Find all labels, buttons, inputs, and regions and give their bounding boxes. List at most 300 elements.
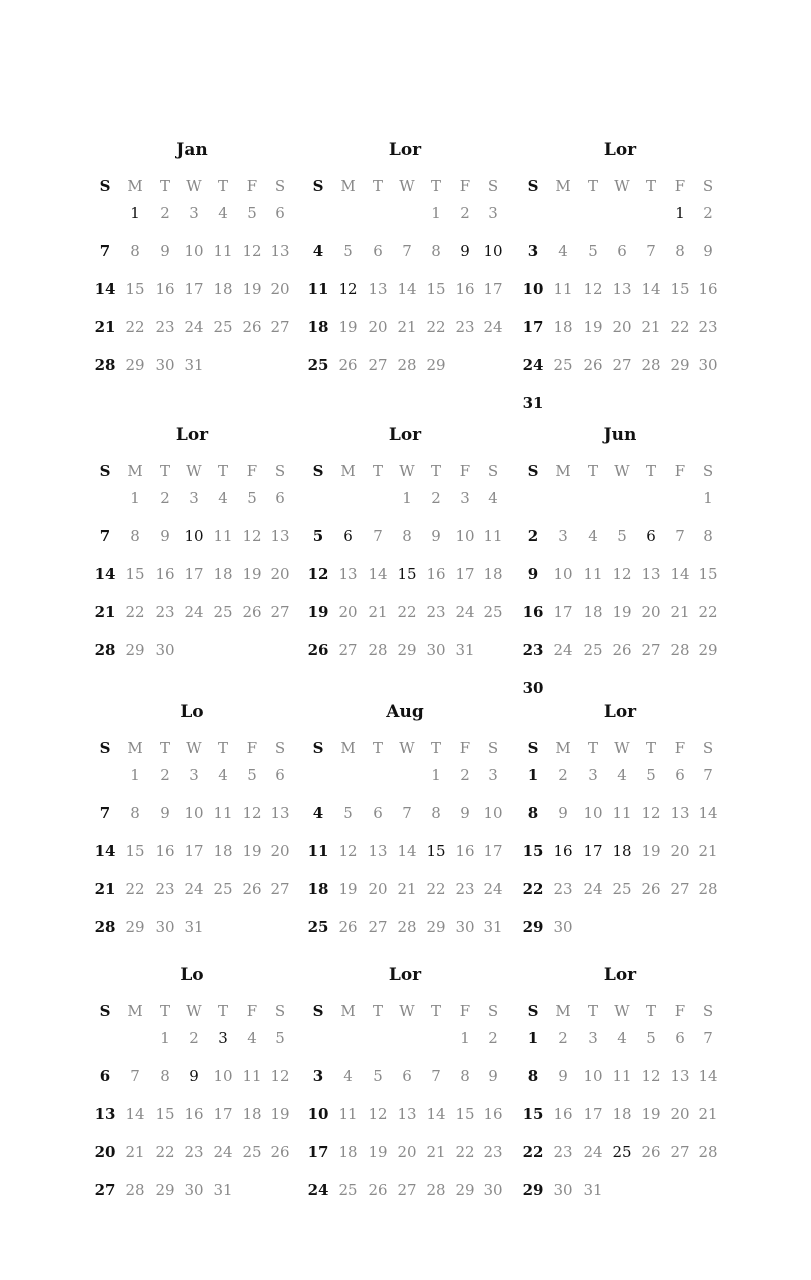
day-cell[interactable]: 22: [522, 880, 544, 898]
day-cell[interactable]: 16: [553, 1105, 573, 1123]
day-cell[interactable]: 3: [488, 766, 498, 784]
day-cell[interactable]: 28: [94, 918, 116, 936]
day-cell[interactable]: 23: [698, 318, 718, 336]
day-cell[interactable]: 9: [160, 242, 170, 260]
day-cell[interactable]: 20: [270, 565, 290, 583]
day-cell[interactable]: 24: [483, 880, 503, 898]
day-cell[interactable]: 29: [155, 1181, 175, 1199]
day-cell[interactable]: 10: [455, 527, 475, 545]
day-cell[interactable]: 17: [553, 603, 573, 621]
day-cell[interactable]: 30: [553, 918, 573, 936]
day-cell[interactable]: 14: [698, 804, 718, 822]
day-cell[interactable]: 4: [558, 242, 568, 260]
day-cell[interactable]: 9: [527, 565, 539, 583]
day-cell[interactable]: 12: [368, 1105, 388, 1123]
day-cell[interactable]: 11: [213, 804, 233, 822]
day-cell[interactable]: 17: [483, 280, 503, 298]
day-cell[interactable]: 16: [426, 565, 446, 583]
day-cell[interactable]: 4: [617, 1029, 627, 1047]
day-cell[interactable]: 20: [368, 880, 388, 898]
day-cell[interactable]: 24: [213, 1143, 233, 1161]
day-cell[interactable]: 21: [698, 1105, 718, 1123]
day-cell[interactable]: 21: [94, 318, 116, 336]
day-cell[interactable]: 19: [307, 603, 329, 621]
day-cell[interactable]: 4: [218, 489, 228, 507]
day-cell[interactable]: 2: [189, 1029, 199, 1047]
day-cell[interactable]: 20: [397, 1143, 417, 1161]
day-cell[interactable]: 10: [483, 804, 503, 822]
day-cell[interactable]: 17: [184, 565, 204, 583]
day-cell[interactable]: 20: [612, 318, 632, 336]
day-cell[interactable]: 16: [455, 842, 475, 860]
day-cell[interactable]: 28: [641, 356, 661, 374]
day-cell[interactable]: 12: [307, 565, 329, 583]
day-cell[interactable]: 15: [397, 565, 417, 583]
day-cell[interactable]: 26: [641, 880, 661, 898]
day-cell[interactable]: 14: [94, 565, 116, 583]
day-cell[interactable]: 4: [343, 1067, 353, 1085]
day-cell[interactable]: 29: [698, 641, 718, 659]
day-cell[interactable]: 29: [522, 1181, 544, 1199]
day-cell[interactable]: 18: [213, 280, 233, 298]
day-cell[interactable]: 23: [483, 1143, 503, 1161]
day-cell[interactable]: 9: [189, 1067, 199, 1085]
day-cell[interactable]: 26: [338, 356, 358, 374]
day-cell[interactable]: 16: [553, 842, 573, 860]
day-cell[interactable]: 1: [130, 204, 140, 222]
day-cell[interactable]: 22: [670, 318, 690, 336]
day-cell[interactable]: 15: [670, 280, 690, 298]
day-cell[interactable]: 29: [125, 356, 145, 374]
day-cell[interactable]: 19: [242, 842, 262, 860]
day-cell[interactable]: 28: [397, 918, 417, 936]
day-cell[interactable]: 23: [455, 880, 475, 898]
day-cell[interactable]: 11: [307, 280, 329, 298]
day-cell[interactable]: 27: [94, 1181, 116, 1199]
day-cell[interactable]: 25: [307, 356, 329, 374]
day-cell[interactable]: 18: [213, 842, 233, 860]
day-cell[interactable]: 5: [312, 527, 324, 545]
day-cell[interactable]: 2: [460, 204, 470, 222]
day-cell[interactable]: 29: [522, 918, 544, 936]
day-cell[interactable]: 14: [426, 1105, 446, 1123]
day-cell[interactable]: 14: [94, 842, 116, 860]
day-cell[interactable]: 8: [130, 527, 140, 545]
day-cell[interactable]: 10: [583, 804, 603, 822]
day-cell[interactable]: 7: [99, 804, 111, 822]
day-cell[interactable]: 12: [242, 527, 262, 545]
day-cell[interactable]: 25: [242, 1143, 262, 1161]
day-cell[interactable]: 21: [368, 603, 388, 621]
day-cell[interactable]: 14: [125, 1105, 145, 1123]
day-cell[interactable]: 1: [402, 489, 412, 507]
day-cell[interactable]: 22: [426, 880, 446, 898]
day-cell[interactable]: 28: [698, 880, 718, 898]
day-cell[interactable]: 30: [184, 1181, 204, 1199]
day-cell[interactable]: 19: [583, 318, 603, 336]
day-cell[interactable]: 3: [588, 1029, 598, 1047]
day-cell[interactable]: 22: [522, 1143, 544, 1161]
day-cell[interactable]: 27: [368, 356, 388, 374]
day-cell[interactable]: 26: [307, 641, 329, 659]
day-cell[interactable]: 27: [270, 880, 290, 898]
day-cell[interactable]: 15: [125, 565, 145, 583]
day-cell[interactable]: 3: [189, 489, 199, 507]
day-cell[interactable]: 23: [522, 641, 544, 659]
day-cell[interactable]: 15: [426, 280, 446, 298]
day-cell[interactable]: 9: [160, 527, 170, 545]
day-cell[interactable]: 11: [553, 280, 573, 298]
day-cell[interactable]: 5: [343, 804, 353, 822]
day-cell[interactable]: 15: [155, 1105, 175, 1123]
day-cell[interactable]: 8: [431, 804, 441, 822]
day-cell[interactable]: 1: [431, 204, 441, 222]
day-cell[interactable]: 26: [583, 356, 603, 374]
day-cell[interactable]: 2: [703, 204, 713, 222]
day-cell[interactable]: 13: [612, 280, 632, 298]
day-cell[interactable]: 13: [670, 804, 690, 822]
day-cell[interactable]: 15: [455, 1105, 475, 1123]
day-cell[interactable]: 4: [312, 804, 324, 822]
day-cell[interactable]: 17: [184, 842, 204, 860]
day-cell[interactable]: 21: [125, 1143, 145, 1161]
day-cell[interactable]: 26: [270, 1143, 290, 1161]
day-cell[interactable]: 20: [270, 842, 290, 860]
day-cell[interactable]: 14: [94, 280, 116, 298]
day-cell[interactable]: 5: [373, 1067, 383, 1085]
day-cell[interactable]: 17: [483, 842, 503, 860]
day-cell[interactable]: 18: [213, 565, 233, 583]
day-cell[interactable]: 28: [94, 641, 116, 659]
day-cell[interactable]: 13: [270, 804, 290, 822]
day-cell[interactable]: 11: [483, 527, 503, 545]
day-cell[interactable]: 9: [703, 242, 713, 260]
day-cell[interactable]: 13: [270, 527, 290, 545]
day-cell[interactable]: 26: [242, 603, 262, 621]
day-cell[interactable]: 19: [368, 1143, 388, 1161]
day-cell[interactable]: 16: [698, 280, 718, 298]
day-cell[interactable]: 23: [155, 603, 175, 621]
day-cell[interactable]: 15: [522, 1105, 544, 1123]
day-cell[interactable]: 28: [94, 356, 116, 374]
day-cell[interactable]: 23: [155, 318, 175, 336]
day-cell[interactable]: 7: [675, 527, 685, 545]
day-cell[interactable]: 10: [213, 1067, 233, 1085]
day-cell[interactable]: 18: [242, 1105, 262, 1123]
day-cell[interactable]: 6: [275, 204, 285, 222]
day-cell[interactable]: 11: [213, 527, 233, 545]
day-cell[interactable]: 19: [338, 318, 358, 336]
day-cell[interactable]: 14: [641, 280, 661, 298]
day-cell[interactable]: 13: [270, 242, 290, 260]
day-cell[interactable]: 17: [184, 280, 204, 298]
day-cell[interactable]: 19: [612, 603, 632, 621]
day-cell[interactable]: 18: [583, 603, 603, 621]
day-cell[interactable]: 28: [397, 356, 417, 374]
day-cell[interactable]: 27: [670, 1143, 690, 1161]
day-cell[interactable]: 16: [455, 280, 475, 298]
day-cell[interactable]: 15: [522, 842, 544, 860]
day-cell[interactable]: 1: [431, 766, 441, 784]
day-cell[interactable]: 1: [460, 1029, 470, 1047]
day-cell[interactable]: 10: [184, 527, 204, 545]
day-cell[interactable]: 5: [588, 242, 598, 260]
day-cell[interactable]: 24: [483, 318, 503, 336]
day-cell[interactable]: 1: [130, 766, 140, 784]
day-cell[interactable]: 1: [130, 489, 140, 507]
day-cell[interactable]: 25: [213, 603, 233, 621]
day-cell[interactable]: 7: [130, 1067, 140, 1085]
day-cell[interactable]: 25: [612, 880, 632, 898]
day-cell[interactable]: 27: [338, 641, 358, 659]
day-cell[interactable]: 29: [125, 918, 145, 936]
day-cell[interactable]: 9: [558, 1067, 568, 1085]
day-cell[interactable]: 18: [338, 1143, 358, 1161]
day-cell[interactable]: 3: [189, 204, 199, 222]
day-cell[interactable]: 14: [397, 280, 417, 298]
day-cell[interactable]: 26: [368, 1181, 388, 1199]
day-cell[interactable]: 7: [402, 242, 412, 260]
day-cell[interactable]: 24: [583, 1143, 603, 1161]
day-cell[interactable]: 12: [612, 565, 632, 583]
day-cell[interactable]: 16: [155, 842, 175, 860]
day-cell[interactable]: 21: [94, 880, 116, 898]
day-cell[interactable]: 21: [426, 1143, 446, 1161]
day-cell[interactable]: 25: [213, 880, 233, 898]
day-cell[interactable]: 24: [184, 318, 204, 336]
day-cell[interactable]: 2: [460, 766, 470, 784]
day-cell[interactable]: 9: [558, 804, 568, 822]
day-cell[interactable]: 7: [99, 527, 111, 545]
day-cell[interactable]: 27: [670, 880, 690, 898]
day-cell[interactable]: 6: [402, 1067, 412, 1085]
day-cell[interactable]: 21: [641, 318, 661, 336]
day-cell[interactable]: 18: [483, 565, 503, 583]
day-cell[interactable]: 16: [155, 565, 175, 583]
day-cell[interactable]: 12: [641, 1067, 661, 1085]
day-cell[interactable]: 5: [247, 766, 257, 784]
day-cell[interactable]: 2: [160, 489, 170, 507]
day-cell[interactable]: 28: [125, 1181, 145, 1199]
day-cell[interactable]: 9: [431, 527, 441, 545]
day-cell[interactable]: 10: [184, 242, 204, 260]
day-cell[interactable]: 29: [125, 641, 145, 659]
day-cell[interactable]: 18: [612, 842, 632, 860]
day-cell[interactable]: 12: [242, 242, 262, 260]
day-cell[interactable]: 17: [213, 1105, 233, 1123]
day-cell[interactable]: 4: [312, 242, 324, 260]
day-cell[interactable]: 14: [368, 565, 388, 583]
day-cell[interactable]: 17: [583, 842, 603, 860]
day-cell[interactable]: 8: [402, 527, 412, 545]
day-cell[interactable]: 9: [460, 804, 470, 822]
day-cell[interactable]: 22: [125, 880, 145, 898]
day-cell[interactable]: 11: [583, 565, 603, 583]
day-cell[interactable]: 12: [270, 1067, 290, 1085]
day-cell[interactable]: 15: [125, 280, 145, 298]
day-cell[interactable]: 6: [373, 242, 383, 260]
day-cell[interactable]: 2: [488, 1029, 498, 1047]
day-cell[interactable]: 13: [94, 1105, 116, 1123]
day-cell[interactable]: 17: [583, 1105, 603, 1123]
day-cell[interactable]: 22: [455, 1143, 475, 1161]
day-cell[interactable]: 25: [583, 641, 603, 659]
day-cell[interactable]: 16: [522, 603, 544, 621]
day-cell[interactable]: 14: [397, 842, 417, 860]
day-cell[interactable]: 10: [483, 242, 503, 260]
day-cell[interactable]: 8: [130, 804, 140, 822]
day-cell[interactable]: 15: [698, 565, 718, 583]
day-cell[interactable]: 18: [307, 318, 329, 336]
day-cell[interactable]: 22: [125, 318, 145, 336]
day-cell[interactable]: 3: [218, 1029, 228, 1047]
day-cell[interactable]: 23: [184, 1143, 204, 1161]
day-cell[interactable]: 31: [455, 641, 475, 659]
day-cell[interactable]: 26: [242, 880, 262, 898]
day-cell[interactable]: 18: [307, 880, 329, 898]
day-cell[interactable]: 2: [160, 766, 170, 784]
day-cell[interactable]: 6: [275, 766, 285, 784]
day-cell[interactable]: 6: [675, 1029, 685, 1047]
day-cell[interactable]: 4: [247, 1029, 257, 1047]
day-cell[interactable]: 10: [184, 804, 204, 822]
day-cell[interactable]: 13: [641, 565, 661, 583]
day-cell[interactable]: 28: [368, 641, 388, 659]
day-cell[interactable]: 21: [397, 880, 417, 898]
day-cell[interactable]: 30: [698, 356, 718, 374]
day-cell[interactable]: 25: [553, 356, 573, 374]
day-cell[interactable]: 7: [703, 1029, 713, 1047]
day-cell[interactable]: 30: [455, 918, 475, 936]
day-cell[interactable]: 4: [218, 766, 228, 784]
day-cell[interactable]: 31: [483, 918, 503, 936]
day-cell[interactable]: 29: [455, 1181, 475, 1199]
day-cell[interactable]: 5: [617, 527, 627, 545]
day-cell[interactable]: 22: [397, 603, 417, 621]
day-cell[interactable]: 15: [426, 842, 446, 860]
day-cell[interactable]: 22: [426, 318, 446, 336]
day-cell[interactable]: 9: [460, 242, 470, 260]
day-cell[interactable]: 2: [431, 489, 441, 507]
day-cell[interactable]: 6: [617, 242, 627, 260]
day-cell[interactable]: 24: [307, 1181, 329, 1199]
day-cell[interactable]: 18: [612, 1105, 632, 1123]
day-cell[interactable]: 23: [426, 603, 446, 621]
day-cell[interactable]: 5: [275, 1029, 285, 1047]
day-cell[interactable]: 8: [160, 1067, 170, 1085]
day-cell[interactable]: 22: [155, 1143, 175, 1161]
day-cell[interactable]: 31: [583, 1181, 603, 1199]
day-cell[interactable]: 10: [307, 1105, 329, 1123]
day-cell[interactable]: 20: [641, 603, 661, 621]
day-cell[interactable]: 8: [703, 527, 713, 545]
day-cell[interactable]: 7: [431, 1067, 441, 1085]
day-cell[interactable]: 17: [455, 565, 475, 583]
day-cell[interactable]: 4: [488, 489, 498, 507]
day-cell[interactable]: 23: [455, 318, 475, 336]
day-cell[interactable]: 27: [368, 918, 388, 936]
day-cell[interactable]: 25: [338, 1181, 358, 1199]
day-cell[interactable]: 2: [160, 204, 170, 222]
day-cell[interactable]: 7: [402, 804, 412, 822]
day-cell[interactable]: 13: [670, 1067, 690, 1085]
day-cell[interactable]: 6: [373, 804, 383, 822]
day-cell[interactable]: 11: [612, 1067, 632, 1085]
day-cell[interactable]: 30: [553, 1181, 573, 1199]
day-cell[interactable]: 20: [670, 842, 690, 860]
day-cell[interactable]: 7: [373, 527, 383, 545]
day-cell[interactable]: 20: [94, 1143, 116, 1161]
day-cell[interactable]: 8: [460, 1067, 470, 1085]
day-cell[interactable]: 12: [242, 804, 262, 822]
day-cell[interactable]: 24: [583, 880, 603, 898]
day-cell[interactable]: 10: [583, 1067, 603, 1085]
day-cell[interactable]: 30: [522, 679, 544, 697]
day-cell[interactable]: 22: [698, 603, 718, 621]
day-cell[interactable]: 26: [338, 918, 358, 936]
day-cell[interactable]: 25: [213, 318, 233, 336]
day-cell[interactable]: 16: [155, 280, 175, 298]
day-cell[interactable]: 3: [558, 527, 568, 545]
day-cell[interactable]: 5: [247, 489, 257, 507]
day-cell[interactable]: 11: [307, 842, 329, 860]
day-cell[interactable]: 11: [213, 242, 233, 260]
day-cell[interactable]: 26: [612, 641, 632, 659]
day-cell[interactable]: 13: [368, 842, 388, 860]
day-cell[interactable]: 4: [218, 204, 228, 222]
day-cell[interactable]: 11: [612, 804, 632, 822]
day-cell[interactable]: 12: [338, 280, 358, 298]
day-cell[interactable]: 13: [338, 565, 358, 583]
day-cell[interactable]: 30: [483, 1181, 503, 1199]
day-cell[interactable]: 31: [184, 356, 204, 374]
day-cell[interactable]: 8: [431, 242, 441, 260]
day-cell[interactable]: 7: [646, 242, 656, 260]
day-cell[interactable]: 7: [99, 242, 111, 260]
day-cell[interactable]: 24: [522, 356, 544, 374]
day-cell[interactable]: 8: [130, 242, 140, 260]
day-cell[interactable]: 15: [125, 842, 145, 860]
day-cell[interactable]: 2: [558, 766, 568, 784]
day-cell[interactable]: 27: [270, 318, 290, 336]
day-cell[interactable]: 14: [670, 565, 690, 583]
day-cell[interactable]: 16: [483, 1105, 503, 1123]
day-cell[interactable]: 20: [670, 1105, 690, 1123]
day-cell[interactable]: 27: [641, 641, 661, 659]
day-cell[interactable]: 23: [553, 880, 573, 898]
day-cell[interactable]: 29: [426, 356, 446, 374]
day-cell[interactable]: 10: [522, 280, 544, 298]
day-cell[interactable]: 3: [488, 204, 498, 222]
day-cell[interactable]: 6: [275, 489, 285, 507]
day-cell[interactable]: 19: [338, 880, 358, 898]
day-cell[interactable]: 25: [483, 603, 503, 621]
day-cell[interactable]: 16: [184, 1105, 204, 1123]
day-cell[interactable]: 24: [455, 603, 475, 621]
day-cell[interactable]: 9: [160, 804, 170, 822]
day-cell[interactable]: 30: [155, 356, 175, 374]
day-cell[interactable]: 31: [184, 918, 204, 936]
day-cell[interactable]: 5: [646, 1029, 656, 1047]
day-cell[interactable]: 1: [527, 766, 539, 784]
day-cell[interactable]: 3: [189, 766, 199, 784]
day-cell[interactable]: 4: [617, 766, 627, 784]
day-cell[interactable]: 20: [338, 603, 358, 621]
day-cell[interactable]: 30: [426, 641, 446, 659]
day-cell[interactable]: 2: [558, 1029, 568, 1047]
day-cell[interactable]: 19: [242, 280, 262, 298]
day-cell[interactable]: 25: [612, 1143, 632, 1161]
